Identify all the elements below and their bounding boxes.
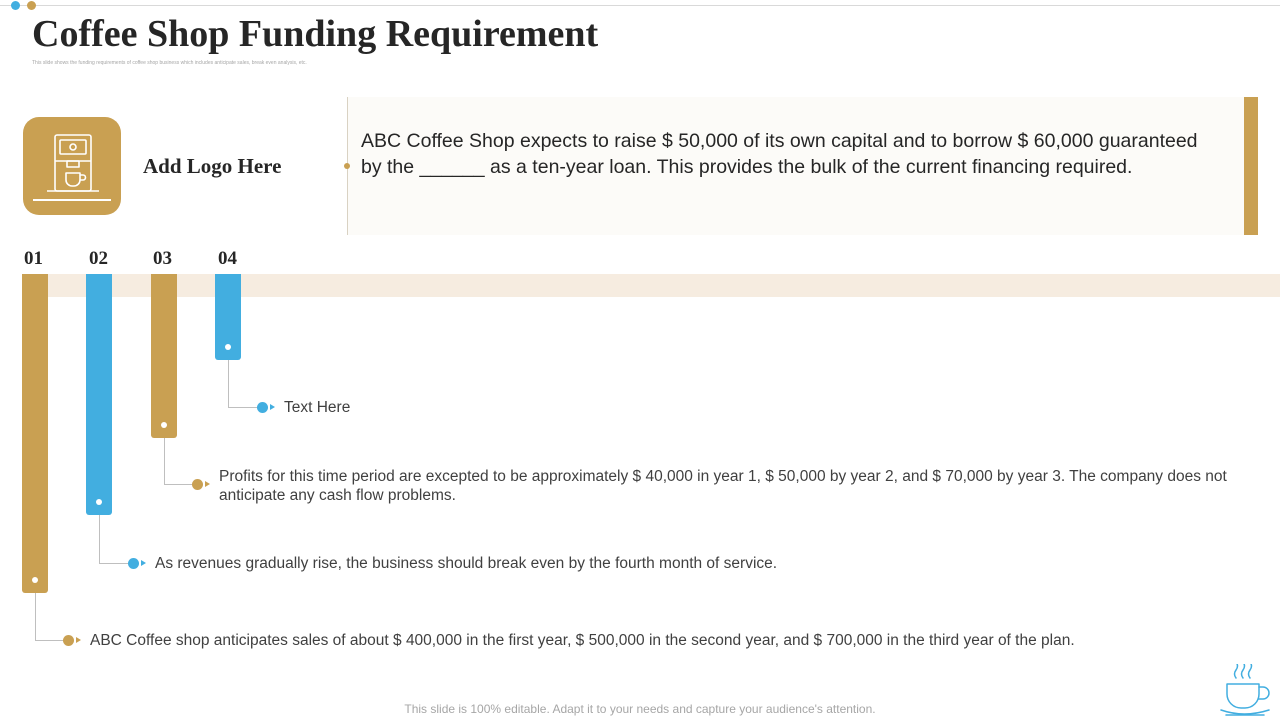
step-pillar-04 [215,274,241,360]
step-arrow-03 [205,481,210,487]
step-number-03: 03 [153,248,172,269]
step-connector-04 [228,360,258,408]
step-pillar-03 [151,274,177,438]
slide-subtitle: This slide shows the funding requirements of coffee shop business which includes anticipate sales, break even analysis, etc. [32,60,307,66]
step-pillar-02 [86,274,112,515]
top-rule [0,5,1280,6]
coffee-machine-icon [23,117,121,215]
step-connector-01 [35,593,65,641]
step-number-02: 02 [89,248,108,269]
step-number-01: 01 [24,248,43,269]
summary-dot [344,163,350,169]
pillar-dot [32,577,38,583]
step-text-02: As revenues gradually rise, the business should break even by the fourth month of service. [155,555,778,572]
logo-placeholder [23,117,121,215]
coffee-cup-icon [1218,664,1274,718]
pillar-dot [96,499,102,505]
step-arrow-04 [270,404,275,410]
step-connector-03 [164,438,194,485]
step-text-01: ABC Coffee shop anticipates sales of about $ 400,000 in the first year, $ 500,000 in the second year, and $ 700,000 in the third year of the plan. [90,632,1075,649]
timeline-band [22,274,1280,297]
step-text-04: Text Here [284,399,351,416]
header-dot-blue [11,1,20,10]
footer-note: This slide is 100% editable. Adapt it to your needs and capture your audience's attention. [404,702,876,716]
slide-title: Coffee Shop Funding Requirement [32,13,599,55]
step-bullet-01 [63,635,74,646]
pillar-dot [225,344,231,350]
pillar-dot [161,422,167,428]
step-arrow-01 [76,637,81,643]
step-text-03: Profits for this time period are excepted to be approximately $ 40,000 in year 1, $ 50,000 by year 2, and $ 70,000 by year 3. The company does not anticipate any cash flow problems. [219,468,1227,504]
step-bullet-04 [257,402,268,413]
step-number-04: 04 [218,248,237,269]
summary-text: ABC Coffee Shop expects to raise $ 50,000 of its own capital and to borrow $ 60,000 guaranteed by the ______ as a ten-year loan. This provides the bulk of the current financing required. [361,130,1198,178]
step-pillar-01 [22,274,48,593]
step-bullet-03 [192,479,203,490]
step-arrow-02 [141,560,146,566]
step-connector-02 [99,515,129,564]
logo-label: Add Logo Here [143,154,282,178]
summary-accent-bar [1244,97,1258,235]
step-bullet-02 [128,558,139,569]
header-dot-gold [27,1,36,10]
